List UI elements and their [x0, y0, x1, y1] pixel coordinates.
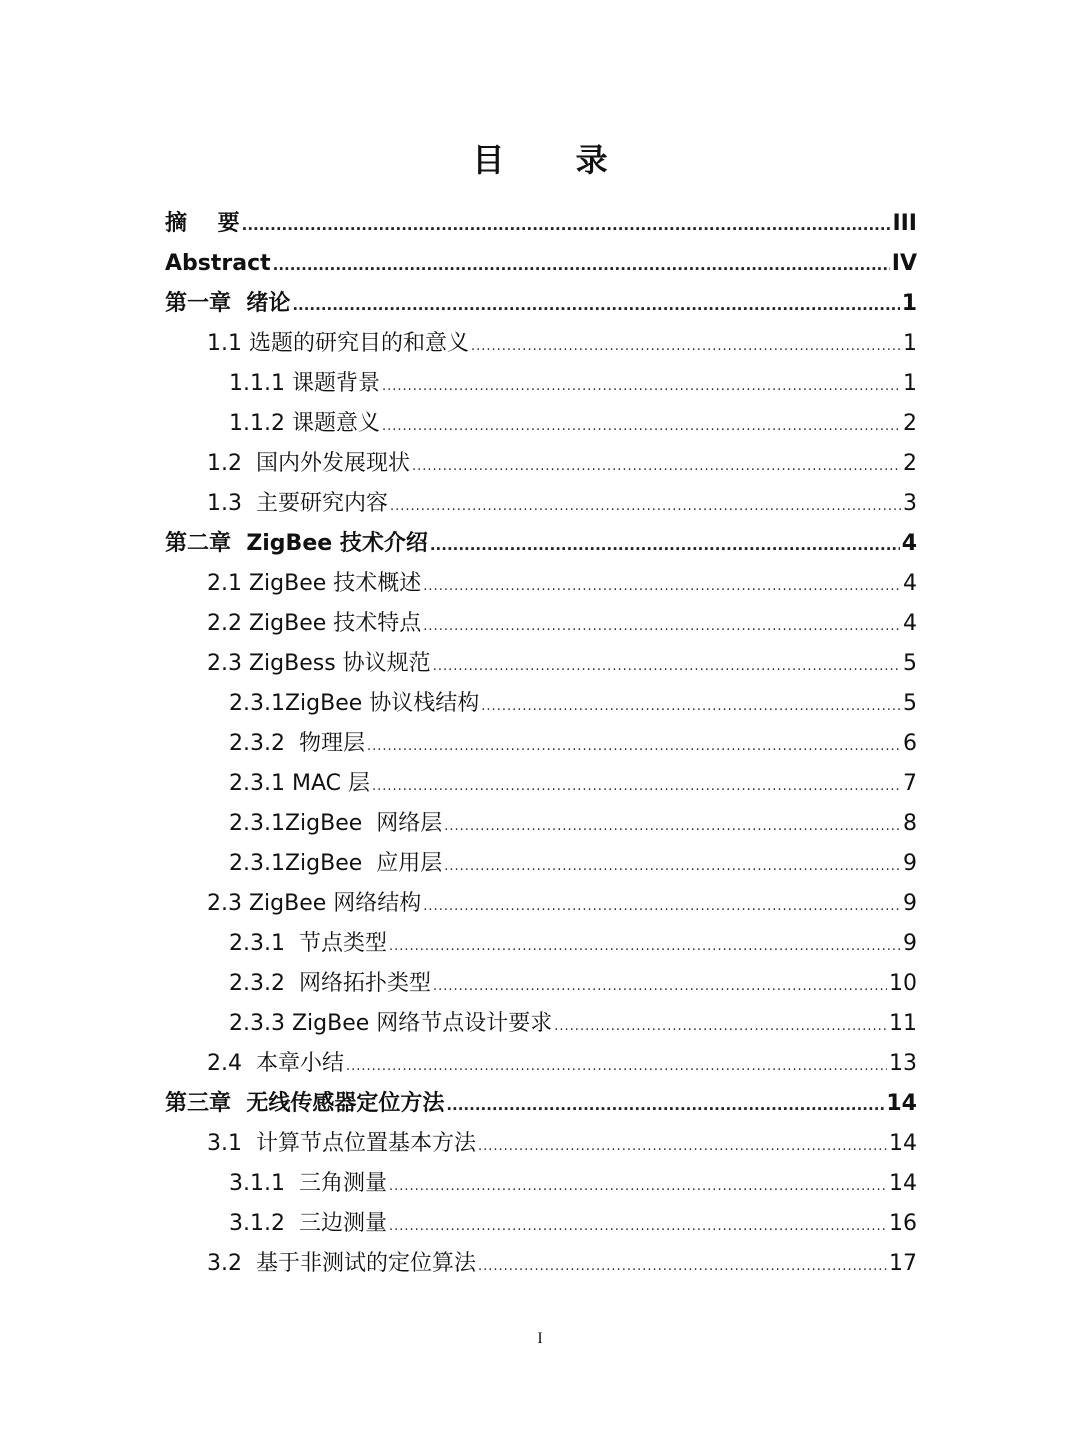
toc-dot-leader	[433, 967, 887, 1007]
toc-dot-leader	[423, 567, 901, 607]
toc-entry-label: 摘 要	[165, 211, 240, 236]
toc-entry-page: 2	[903, 411, 917, 436]
toc-dot-leader	[412, 447, 901, 487]
toc-dot-leader	[423, 887, 901, 927]
toc-dot-leader	[471, 327, 901, 367]
toc-entry[interactable]	[165, 724, 917, 764]
toc-entry-page: 1	[903, 371, 917, 396]
toc-entry-page: IV	[891, 251, 917, 276]
toc-entry-page: 4	[901, 531, 917, 556]
toc-entry[interactable]	[165, 1124, 917, 1164]
toc-entry[interactable]	[165, 884, 917, 924]
toc-entry[interactable]	[165, 364, 917, 404]
toc-entry[interactable]	[165, 1164, 917, 1204]
toc-entry-label: 3.1.2 三边测量	[229, 1211, 387, 1236]
toc-entry-label: 2.3.2 网络拓扑类型	[229, 971, 431, 996]
toc-entry-label: 2.3.1ZigBee 网络层	[229, 811, 443, 836]
toc-entry-page: 4	[903, 611, 917, 636]
toc-entry-label: 2.3.1ZigBee 协议栈结构	[229, 691, 480, 716]
table-of-contents	[165, 204, 917, 1284]
page-title: 目 录	[472, 141, 638, 179]
toc-entry[interactable]	[165, 484, 917, 524]
toc-dot-leader	[390, 487, 901, 527]
toc-entry[interactable]	[165, 924, 917, 964]
toc-entry-page: 9	[903, 891, 917, 916]
toc-dot-leader	[242, 205, 891, 245]
toc-entry-page: 9	[903, 851, 917, 876]
toc-dot-leader	[444, 847, 901, 887]
toc-entry-page: 14	[886, 1091, 917, 1116]
toc-dot-leader	[433, 647, 901, 687]
toc-entry-page: 1	[901, 291, 917, 316]
toc-entry-page: 5	[903, 691, 917, 716]
toc-entry[interactable]	[165, 564, 917, 604]
toc-entry-label: 3.1 计算节点位置基本方法	[207, 1131, 476, 1156]
toc-entry-label: 1.1.2 课题意义	[229, 411, 380, 436]
toc-entry-label: 2.4 本章小结	[207, 1051, 344, 1076]
toc-entry-page: 7	[903, 771, 917, 796]
toc-entry[interactable]	[165, 604, 917, 644]
toc-entry-label: 2.3.1ZigBee 应用层	[229, 851, 443, 876]
toc-entry[interactable]	[165, 964, 917, 1004]
toc-dot-leader	[346, 1047, 887, 1087]
toc-entry-page: 17	[889, 1251, 917, 1276]
toc-entry-page: 8	[903, 811, 917, 836]
toc-dot-leader	[478, 1247, 887, 1287]
toc-entry-label: 3.2 基于非测试的定位算法	[207, 1251, 476, 1276]
toc-entry-label: 1.2 国内外发展现状	[207, 451, 410, 476]
toc-entry[interactable]	[165, 244, 917, 284]
toc-dot-leader	[446, 1085, 884, 1125]
toc-entry-label: 第二章 ZigBee 技术介绍	[165, 531, 428, 556]
toc-entry[interactable]	[165, 764, 917, 804]
toc-entry-label: 1.3 主要研究内容	[207, 491, 388, 516]
toc-entry-page: 16	[889, 1211, 917, 1236]
toc-entry[interactable]	[165, 324, 917, 364]
toc-entry-page: 9	[903, 931, 917, 956]
toc-entry-page: III	[892, 211, 917, 236]
toc-dot-leader	[372, 767, 901, 807]
toc-entry-page: 13	[889, 1051, 917, 1076]
toc-entry[interactable]	[165, 204, 917, 244]
toc-entry-label: 2.2 ZigBee 技术特点	[207, 611, 422, 636]
toc-entry[interactable]	[165, 444, 917, 484]
toc-entry-label: Abstract	[165, 251, 271, 276]
toc-entry[interactable]	[165, 1084, 917, 1124]
toc-entry-label: 1.1 选题的研究目的和意义	[207, 331, 469, 356]
page-number: I	[537, 1330, 543, 1347]
toc-entry-page: 11	[889, 1011, 917, 1036]
toc-entry[interactable]	[165, 1204, 917, 1244]
toc-entry[interactable]	[165, 684, 917, 724]
toc-entry-page: 4	[903, 571, 917, 596]
toc-dot-leader	[554, 1007, 887, 1047]
toc-entry[interactable]	[165, 804, 917, 844]
toc-entry-page: 2	[903, 451, 917, 476]
toc-dot-leader	[292, 285, 899, 325]
toc-entry[interactable]	[165, 1244, 917, 1284]
toc-entry-page: 3	[903, 491, 917, 516]
toc-dot-leader	[389, 1167, 887, 1207]
toc-dot-leader	[481, 687, 901, 727]
toc-entry[interactable]	[165, 644, 917, 684]
toc-entry[interactable]	[165, 1044, 917, 1084]
toc-dot-leader	[430, 525, 900, 565]
toc-entry[interactable]	[165, 844, 917, 884]
toc-dot-leader	[367, 727, 901, 767]
toc-dot-leader	[423, 607, 901, 647]
toc-dot-leader	[389, 1207, 887, 1247]
toc-entry-label: 2.3 ZigBee 网络结构	[207, 891, 422, 916]
toc-dot-leader	[382, 407, 901, 447]
toc-entry[interactable]	[165, 284, 917, 324]
toc-entry[interactable]	[165, 1004, 917, 1044]
toc-entry-page: 6	[903, 731, 917, 756]
toc-dot-leader	[478, 1127, 887, 1167]
toc-dot-leader	[382, 367, 901, 407]
toc-entry-page: 14	[889, 1171, 917, 1196]
toc-entry-page: 1	[903, 331, 917, 356]
toc-dot-leader	[273, 245, 890, 285]
toc-dot-leader	[389, 927, 901, 967]
toc-entry-label: 2.3 ZigBess 协议规范	[207, 651, 431, 676]
toc-entry-label: 第一章 绪论	[165, 291, 291, 316]
toc-entry-label: 2.3.2 物理层	[229, 731, 365, 756]
toc-entry-label: 1.1.1 课题背景	[229, 371, 380, 396]
toc-entry-label: 2.3.1 节点类型	[229, 931, 387, 956]
toc-entry-page: 10	[889, 971, 917, 996]
toc-entry-page: 14	[889, 1131, 917, 1156]
toc-entry-page: 5	[903, 651, 917, 676]
toc-entry-label: 2.1 ZigBee 技术概述	[207, 571, 422, 596]
toc-dot-leader	[444, 807, 901, 847]
toc-entry-label: 2.3.3 ZigBee 网络节点设计要求	[229, 1011, 553, 1036]
toc-entry-label: 2.3.1 MAC 层	[229, 771, 370, 796]
toc-entry[interactable]	[165, 404, 917, 444]
toc-entry[interactable]	[165, 524, 917, 564]
toc-entry-label: 3.1.1 三角测量	[229, 1171, 387, 1196]
toc-entry-label: 第三章 无线传感器定位方法	[165, 1091, 445, 1116]
